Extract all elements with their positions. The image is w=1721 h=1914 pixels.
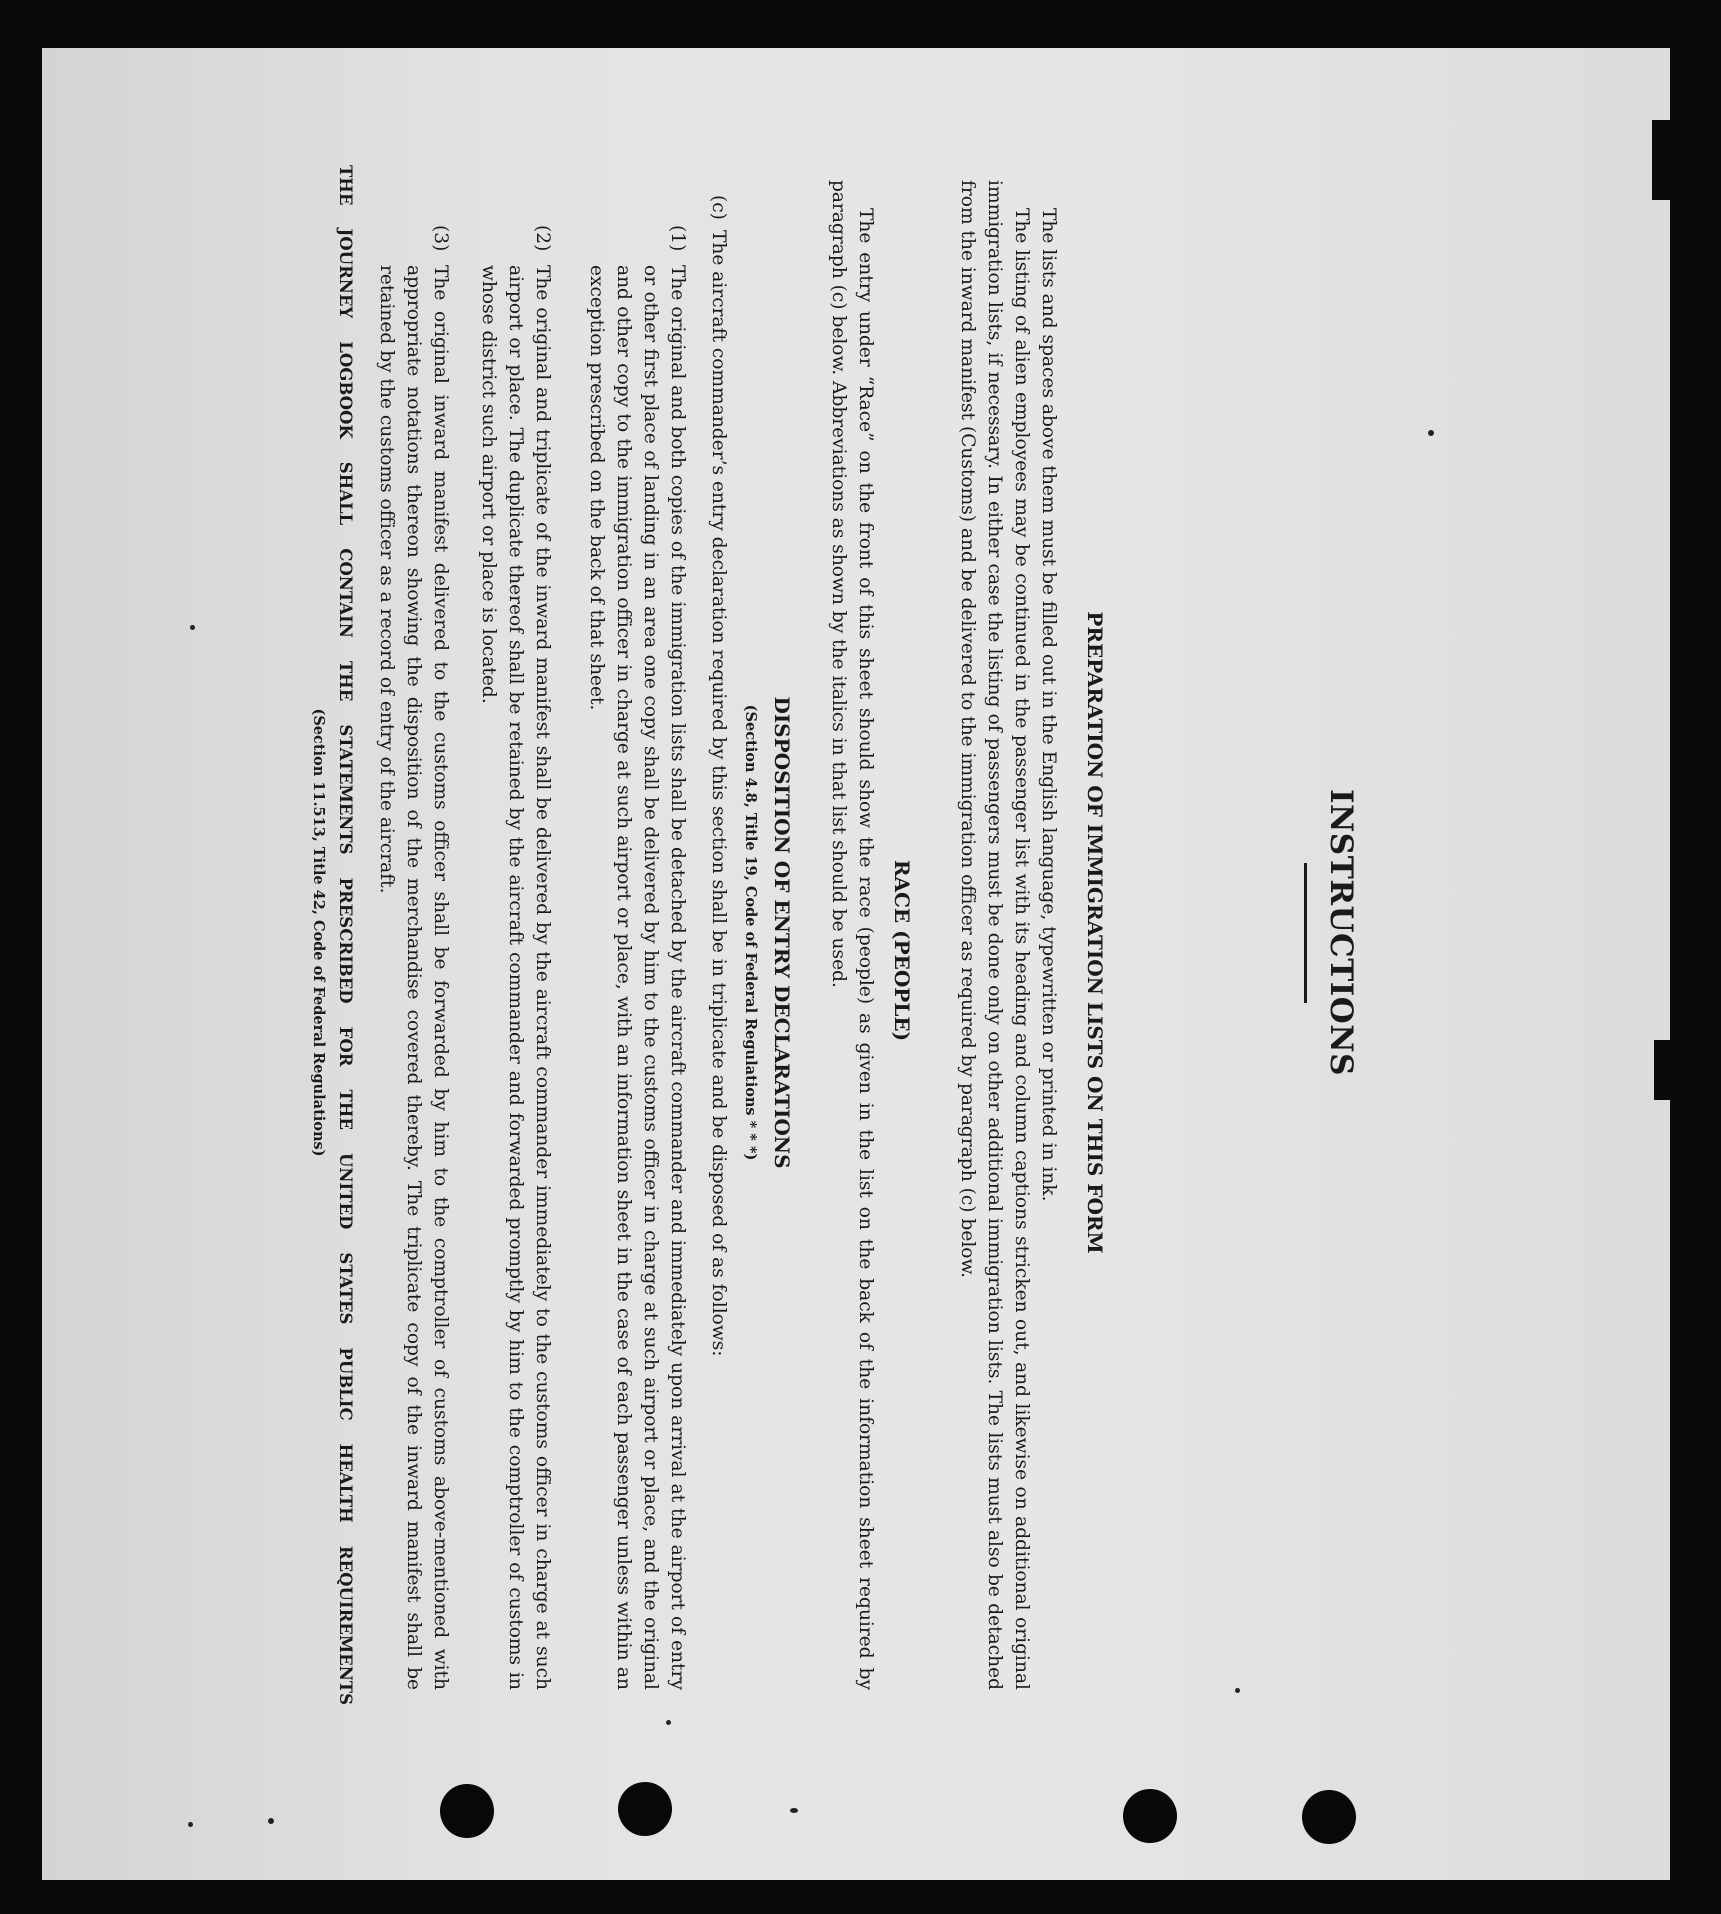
race-heading: RACE (PEOPLE) xyxy=(890,859,914,1042)
punch-hole xyxy=(1302,1790,1356,1844)
prep-paragraph-1: The lists and spaces above them must be filled out in the English language, typewritten or printed in ink. xyxy=(1038,208,1059,1202)
prep-paragraph-2: The listing of alien employees may be continued in the passenger list with its heading and column captions stricken out, and likewise on additional original immigration lists, if necessary. In either case the listing of passengers must be done only on other additional immigration lists. The lists must also be detached from the inward manifest (Customs) and be delivered to the immigration officer as required by paragraph (c) below. xyxy=(957,180,1032,1690)
title-underline xyxy=(1304,863,1307,1003)
instructions-content xyxy=(310,155,1359,1710)
speck xyxy=(268,1818,274,1824)
page-title: INSTRUCTIONS xyxy=(1323,788,1359,1077)
punch-hole xyxy=(440,1784,494,1838)
item-1-text: The original and both copies of the immigration lists shall be detached by the aircraft commander and immediately upon arrival at the airport of entry or other first place of landing in an area one copy shall be delivered by him to the customs officer in charge at such airport or place, and the original and other copy to the immigration officer in charge at such airport or place, with an information sheet in the case of each passenger unless within an exception prescribed on the back of that sheet. xyxy=(586,265,688,1690)
footer-statement: THE JOURNEY LOGBOOK SHALL CONTAIN THE STATEMENTS PRESCRIBED FOR THE UNITED STATES PUBLIC HEALTH REQUIREMENTS xyxy=(336,165,355,1705)
disposition-intro: The aircraft commander’s entry declaration required by this section shall be in triplicate and be disposed of as follows: xyxy=(708,230,729,1357)
punch-hole xyxy=(1123,1789,1177,1843)
item-2-marker: (2) xyxy=(532,225,553,252)
speck xyxy=(666,1720,671,1725)
item-3-marker: (3) xyxy=(430,225,451,252)
intro-marker: (c) xyxy=(708,195,729,220)
disposition-citation: (Section 4.8, Title 19, Code of Federal Regulations * * *) xyxy=(742,704,759,1161)
footer-citation: (Section 11.513, Title 42, Code of Federal Regulations) xyxy=(310,708,327,1157)
race-paragraph: The entry under “Race” on the front of this sheet should show the race (people) as given in the list on the back of the information sheet required by paragraph (c) below. Abbreviations as shown by the italics in that list should be used. xyxy=(828,180,876,1690)
item-3-text: The original inward manifest delivered to the customs officer shall be forwarded by him to the comptroller of customs above-mentioned with appropriate notations thereon showing the disposition of the merchandise covered thereby. The triplicate copy of the inward manifest shall be retained by the customs officer as a record of entry of the aircraft. xyxy=(376,265,451,1690)
binder-tab-top xyxy=(1652,120,1682,200)
prep-heading: PREPARATION OF IMMIGRATION LISTS ON THIS FORM xyxy=(1083,611,1107,1254)
speck xyxy=(1428,430,1434,436)
speck xyxy=(188,1822,193,1827)
item-2-text: The original and triplicate of the inward manifest shall be delivered by the aircraft commander immediately to the customs officer in charge at such airport or place. The duplicate thereof shall be retained by the aircraft commander and forwarded promptly by him to the comptroller of customs in whose district such airport or place is located. xyxy=(478,265,553,1690)
speck xyxy=(190,625,195,630)
item-1-marker: (1) xyxy=(667,225,688,252)
punch-hole xyxy=(618,1782,672,1836)
speck xyxy=(790,1808,798,1813)
binder-tab-mid xyxy=(1654,1040,1676,1100)
disposition-heading: DISPOSITION OF ENTRY DECLARATIONS xyxy=(770,696,794,1169)
